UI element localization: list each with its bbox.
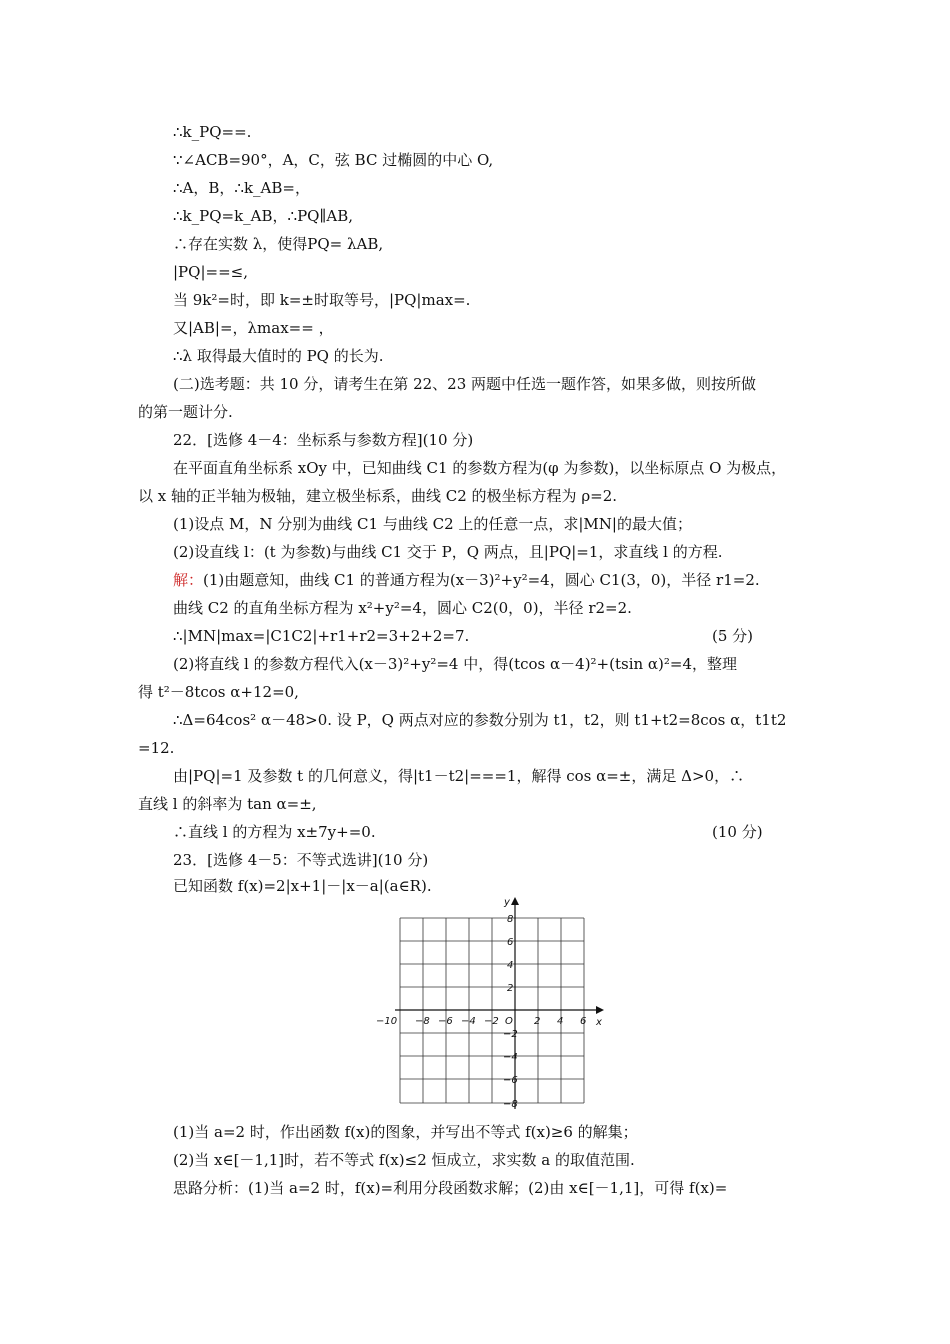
- text-line: 的第一题计分.: [138, 403, 233, 421]
- text-line: ∴k_PQ=k_AB，∴PQ∥AB,: [173, 207, 354, 225]
- x-tick-label: 2: [534, 1016, 541, 1027]
- text-line: 在平面直角坐标系 xOy 中，已知曲线 C1 的参数方程为(φ 为参数)，以坐标原点 O 为极点，: [173, 459, 787, 477]
- y-tick-label: −2: [503, 1029, 518, 1040]
- text-line: 思路分析：(1)当 a=2 时，f(x)=利用分段函数求解；(2)由 x∈[－1,1]，可得 f(x)=: [173, 1179, 728, 1197]
- y-axis-label: y: [504, 897, 510, 908]
- y-tick-label: 8: [507, 914, 514, 925]
- text-line: 当 9k²=时，即 k=±时取等号，|PQ|max=.: [173, 291, 471, 309]
- score-mark-10: (10 分): [712, 823, 763, 841]
- text-line: ∴直线 l 的方程为 x±7y+=0.: [173, 823, 376, 841]
- y-tick-label: −4: [503, 1052, 518, 1063]
- axes: [395, 899, 602, 1109]
- text-line: (1)设点 M，N 分别为曲线 C1 与曲线 C2 上的任意一点，求|MN|的最大值；: [173, 515, 692, 533]
- y-tick-label: −6: [503, 1075, 518, 1086]
- x-tick-label: −4: [461, 1016, 476, 1027]
- coordinate-grid: [370, 893, 620, 1115]
- solution-label: 解：: [173, 571, 204, 589]
- origin-label: O: [505, 1016, 513, 1027]
- x-tick-label: −6: [438, 1016, 453, 1027]
- text-line: ∴Δ=64cos² α－48>0. 设 P，Q 两点对应的参数分别为 t1，t2，则 t1+t2=8cos α，t1t2: [173, 711, 787, 729]
- text-line: 由|PQ|=1 及参数 t 的几何意义，得|t1－t2|===1，解得 cos α=±，满足 Δ>0，∴: [173, 767, 745, 785]
- text-line: 曲线 C2 的直角坐标方程为 x²+y²=4，圆心 C2(0，0)，半径 r2=2.: [173, 599, 632, 617]
- text-line: ∵∠ACB=90°，A，C，弦 BC 过椭圆的中心 O,: [173, 151, 494, 169]
- x-tick-label: −8: [415, 1016, 430, 1027]
- solution-line: 解：(1)由题意知，曲线 C1 的普通方程为(x－3)²+y²=4，圆心 C1(3，0)，半径 r1=2.: [173, 571, 760, 589]
- y-tick-label: 4: [507, 960, 514, 971]
- text-line: ∴A，B，∴k_AB=，: [173, 179, 310, 197]
- text-line: ∴存在实数 λ，使得PQ= λAB,: [173, 235, 384, 253]
- text-line: 已知函数 f(x)=2|x+1|－|x－a|(a∈R).: [173, 877, 432, 895]
- text-line: (2)设直线 l：(t 为参数)与曲线 C1 交于 P，Q 两点，且|PQ|=1，求直线 l 的方程.: [173, 543, 723, 561]
- x-axis-arrow: [596, 1006, 604, 1014]
- problem-23-title: 23．[选修 4－5：不等式选讲](10 分): [173, 851, 429, 869]
- text-line: (1)当 a=2 时，作出函数 f(x)的图象，并写出不等式 f(x)≥6 的解集；: [173, 1123, 638, 1141]
- x-axis-label: x: [596, 1017, 602, 1028]
- x-tick-label: 6: [580, 1016, 587, 1027]
- x-tick-label: 4: [557, 1016, 564, 1027]
- text-line: (二)选考题：共 10 分，请考生在第 22、23 两题中任选一题作答，如果多做，则按所做: [173, 375, 757, 393]
- text-line: |PQ|==≤,: [173, 263, 248, 281]
- text-line: ∴k_PQ==.: [173, 123, 252, 141]
- y-tick-label: 6: [507, 937, 514, 948]
- y-tick-label: 2: [507, 983, 514, 994]
- text-line: ∴|MN|max=|C1C2|+r1+r2=3+2+2=7.: [173, 627, 470, 645]
- score-mark-5: (5 分): [712, 627, 754, 645]
- x-tick-label: −10: [376, 1016, 398, 1027]
- text-line: 得 t²－8tcos α+12=0,: [138, 683, 299, 701]
- x-tick-label: −2: [484, 1016, 499, 1027]
- text-line: ∴λ 取得最大值时的 PQ 的长为.: [173, 347, 384, 365]
- text-line: =12.: [138, 739, 175, 757]
- text-line: (2)当 x∈[－1,1]时，若不等式 f(x)≤2 恒成立，求实数 a 的取值范围.: [173, 1151, 635, 1169]
- problem-22-title: 22．[选修 4－4：坐标系与参数方程](10 分): [173, 431, 474, 449]
- text-line: 又|AB|=，λmax== ，: [173, 319, 334, 337]
- text-line: (2)将直线 l 的参数方程代入(x－3)²+y²=4 中，得(tcos α－4)²+(tsin α)²=4，整理: [173, 655, 738, 673]
- text-line: 以 x 轴的正半轴为极轴，建立极坐标系，曲线 C2 的极坐标方程为 ρ=2.: [138, 487, 618, 505]
- text-line: 直线 l 的斜率为 tan α=±,: [138, 795, 317, 813]
- y-axis-arrow: [511, 897, 519, 905]
- y-tick-label: −8: [503, 1099, 518, 1110]
